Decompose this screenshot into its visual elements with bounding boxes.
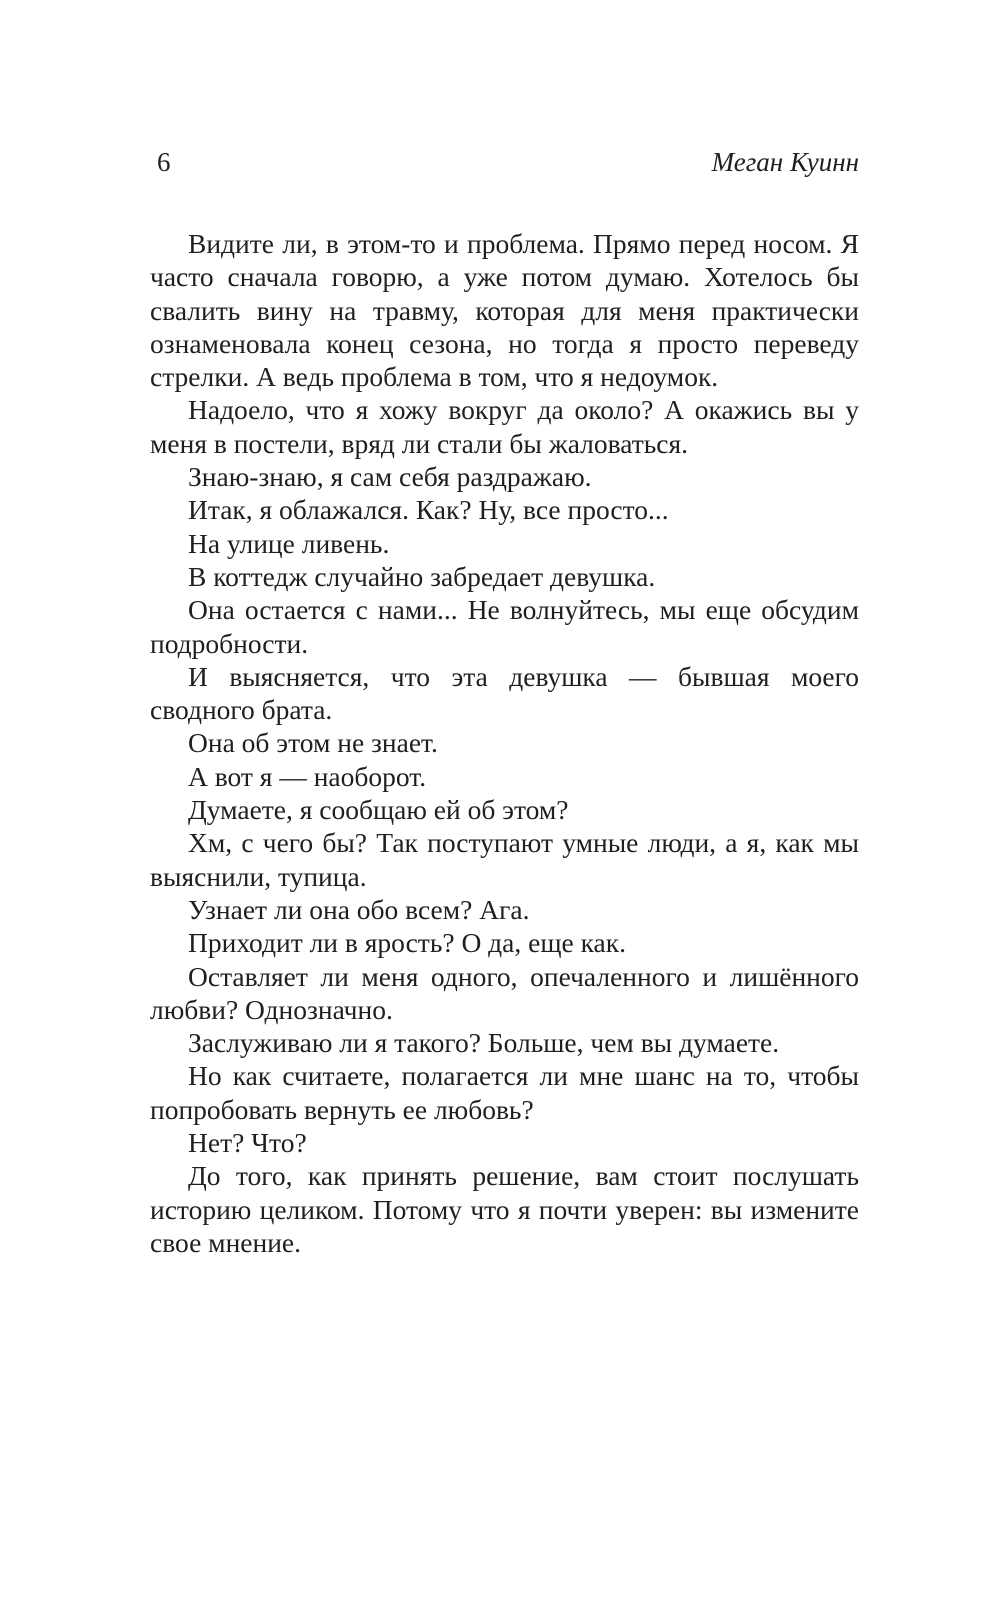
page-number: 6	[157, 147, 171, 177]
paragraph: Она остается с нами... Не волнуйтесь, мы еще обсудим подробности.	[150, 594, 859, 659]
running-head	[157, 149, 859, 189]
paragraph: Оставляет ли меня одного, опечаленного и лишённого любви? Однозначно.	[150, 960, 859, 1025]
paragraph: Хм, с чего бы? Так поступают умные люди, а я, как мы выяснили, тупица.	[150, 827, 859, 892]
paragraph: Надоело, что я хожу вокруг да около? А окажись вы у меня в постели, вряд ли стали бы жаловаться.	[150, 394, 859, 459]
paragraph: Она об этом не знает.	[188, 727, 438, 759]
paragraph: Заслуживаю ли я такого? Больше, чем вы думаете.	[188, 1027, 780, 1059]
paragraph: Нет? Что?	[188, 1127, 307, 1159]
paragraph: И выясняется, что эта девушка — бывшая моего сводного брата.	[150, 660, 859, 726]
paragraph: Видите ли, в этом-то и проблема. Прямо перед носом. Я часто сначала говорю, а уже потом думаю. Хотелось бы свалить вину на травму, которая для меня практически ознаменовала конец сезона, но тогда я просто переведу стрелки. А ведь проблема в том, что я недоумок.	[150, 228, 859, 393]
author-name: Меган Куинн	[711, 147, 859, 177]
paragraph: Но как считаете, полагается ли мне шанс на то, чтобы попробовать вернуть ее любовь?	[150, 1060, 859, 1125]
paragraph: А вот я — наоборот.	[188, 760, 427, 792]
paragraph: Приходит ли в ярость? О да, еще как.	[188, 927, 626, 959]
paragraph: Думаете, я сообщаю ей об этом?	[188, 794, 569, 826]
paragraph: На улице ливень.	[188, 527, 390, 559]
paragraph: До того, как принять решение, вам стоит послушать историю целиком. Потому что я почти уверен: вы измените свое мнение.	[150, 1160, 859, 1258]
paragraph: Узнает ли она обо всем? Ага.	[188, 893, 530, 925]
paragraph: Итак, я облажался. Как? Ну, все просто...	[188, 494, 669, 526]
body-text	[150, 227, 859, 1259]
paragraph: Знаю-знаю, я сам себя раздражаю.	[188, 461, 592, 493]
paragraph: В коттедж случайно забредает девушка.	[188, 560, 656, 592]
